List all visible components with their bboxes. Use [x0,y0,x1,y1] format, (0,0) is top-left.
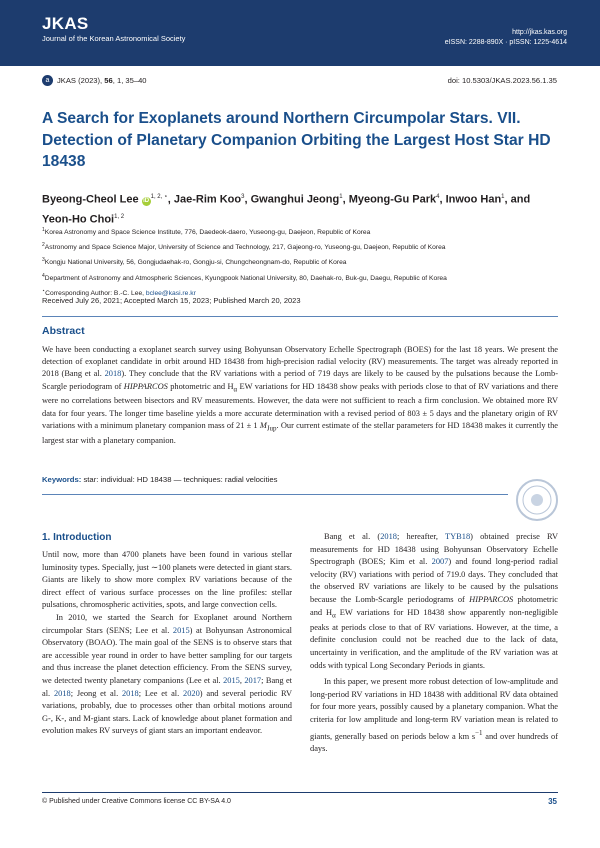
paragraph-text: In this paper, we present more robust detection of low-amplitude and long-period RV variations in HD 18438 with additional RV data obtained for four more years, possibly caused by a planetary companion. What the criteria for low amplitude and long-term RV variation mean is related to giants, generally based on periods below a km s [310,677,558,741]
paragraph: In 2010, we started the Search for Exoplanet around Northern circumpolar Stars (SENS; Lee et al. 2015) at Bohyunsan Astronomical Observatory (BOAO). The main goal of the SENS is to observe stars that are accessible year round in order to have better sampling for our targets and thus increase the planet detection efficiency. From the SENS survey, we detected twenty planetary companions (Lee et al. 2015, 2017; Bang et al. 2018; Jeong et al. 2018; Lee et al. 2020) and several periodic RV variations, probably, due to processes other than orbital motions around G-, K-, and M-giant stars. Lack of knowledge about planet formation and evolution makes RV surveys of giant stars an important endeavor. [42,612,293,736]
affiliations [42,224,572,300]
corresponding-email[interactable]: bclee@kasi.re.kr [145,290,196,298]
paragraph-text: Bang et al. ( [324,532,381,541]
author-affil: 4 [436,194,440,200]
citation-link[interactable]: 2018 [121,688,139,698]
citation-link[interactable]: 2007 [431,557,449,567]
author-affil: 1 [501,194,505,200]
paragraph-text: ; hereafter, [396,532,438,541]
author-affil: 1, 2 [114,213,125,220]
abstract-text: ). They conclude that the RV variations with a period of 719 days are likely to be caused by the pulsations because the Lomb-Scargle periodogram of [42,369,559,391]
paragraph-text: ) and found long-period radial velocity (RV) variations with period of 719.0 days. They concluded that the observed RV variations are likely to be caused by the pulsations because the Lomb-Scargle periodograms of [310,557,559,604]
paragraph-text: HIPPARCOS [469,594,514,604]
citation-link[interactable]: 2015 [172,625,190,635]
paragraph [310,531,558,672]
abstract-text: We have been conducting a exoplanet search survey using Bohyunsan Observatory Echelle Spectrograph (BOES) for the last 18 years. We present the detection of exoplanet candidate in orbit around HD 18438 from high-precision radial velocity (RV) measurements. The target was already reported in 2018 (Bang et al. [42,345,558,379]
paragraph-text: ; Jeong et al. [70,688,119,698]
column-right [310,531,558,756]
affiliation-num: 2 [42,242,45,249]
affiliation-num: 3 [42,257,45,264]
abstract-text: . Our current estimate of the stellar parameters for HD 18438 makes it currently the largest star with a planetary companion. [42,420,559,445]
orcid-icon[interactable]: iD [143,197,150,204]
abstract-text: M [259,420,267,430]
divider [42,494,508,495]
paragraph-text: In 2010, we started the Search for Exoplanet around Northern circumpolar Stars (SENS; Lee et al. [42,612,292,635]
affiliation-text: Department of Astronomy and Atmospheric Sciences, Kyungpook National University, 80, Daehak-ro, Buk-gu, Daegu, Republic of Korea [44,274,447,282]
author-affil: 1 [339,194,343,200]
paragraph-text: ) at Bohyunsan Astronomical Observatory (BOAO). The main goal of the SENS is to observe stars that are accessible year round in order to have better sampling for our targets and thus increase the planet detection efficiency. From the SENS survey, we detected twenty planetary companions (Lee et al. [42,625,292,685]
paragraph-text: ) obtained precise RV measurements for HD 18438 using Bohyunsan Observatory Echelle Spectrograph (BOES; Kim et al. [310,532,558,567]
abstract-heading: Abstract [42,325,85,337]
author-name: Myeong-Gu Park [348,193,437,206]
affiliation-item [42,239,572,254]
affiliation-text: Astronomy and Space Science Major, University of Science and Technology, 217, Gajeong-ro, Yuseong-gu, Daejeon, Republic of Korea [44,244,446,252]
affiliation-num: 4 [42,272,45,279]
paragraph-text: Bang et al. [42,675,293,698]
affiliation-item [42,270,572,285]
journal-url[interactable]: http://jkas.kas.org [512,29,567,36]
author-list: Byeong-Cheol Lee $iD^{1, 2, ⋆}$, Jae-Rim Koo$^3$, Gwanghui Jeong$^1$, Myeong-Gu Park$^4$, Inwoo Han$^1$, and Yeon-Ho Choi$^{1, 2}$ [42,193,531,226]
paragraph-text: ; Lee et al. [138,688,180,698]
citation-link[interactable]: 2020 [183,688,200,698]
citation-volume: 56 [104,76,113,85]
citation-link[interactable]: 2018 [104,369,122,379]
footer-divider [42,792,558,793]
citation-link[interactable]: 2015 [223,675,240,685]
citation-link[interactable]: 2018 [53,688,71,698]
affiliation-item [42,254,572,269]
doi[interactable]: doi: 10.5303/JKAS.2023.56.1.35 [447,76,557,85]
author-name: Inwoo Han [445,193,502,206]
corresponding-label: Corresponding Author: B.-C. Lee, [45,290,145,298]
affiliation-text: Kongju National University, 56, Gongjudaehak-ro, Gongju-si, Chungcheongnam-do, Republic of Korea [44,259,347,267]
citation-pages: , 1, 35–40 [112,76,147,85]
affiliation-num: 1 [42,227,45,233]
license-note: © Published under Creative Commons license CC BY-SA 4.0 [42,798,231,805]
corresponding-star: ⋆ [42,287,46,294]
column-left [42,549,292,738]
author-name: Yeon-Ho Choi [42,213,115,226]
abstract-text: HIPPARCOS [123,381,168,391]
journal-full-name: Journal of the Korean Astronomical Society [42,34,186,43]
paragraph-text: and over hundreds of days. [310,731,559,753]
abstract-body [42,344,558,447]
keywords-label: Keywords: [42,475,82,484]
author-name: Byeong-Cheol Lee [42,193,139,206]
paragraph-text: −1 [475,728,483,737]
paragraph: Until now, more than 4700 planets have been found in various stellar luminosity types. Specially, just ∼100 planets were detected in giant stars. Giants are likely to show more complex RV variations because of the direct effect of various surface processes on the line profiles: stellar pulsations, chromospheric activities, spots, and large convection cells. [42,550,292,610]
keywords [42,475,277,484]
paragraph-text: photometric and H [310,594,558,617]
divider [42,316,558,317]
paragraph [310,676,558,755]
abstract-text: Jup [266,424,277,433]
abstract-text: EW variations for HD 18438 show peaks with periods close to that of RV variations and there were no correlations between bisectors and RV measurements. However, the data were not sufficient to reach a firm conclusion. We obtained more RV data for four years. The longer time baseline yields a more accurate determination with a revised period of 803 ± 5 days and the planetary origin of RV variations with a minimum planetary companion mass of 21 ± 1 [42,381,559,430]
keywords-text: star: individual: HD 18438 — techniques: radial velocities [83,475,278,484]
paragraph-text: ) and several periodic RV variations, probably, due to processes other than orbital motions around G-, K-, and M-giant stars. Lack of knowledge about planet formation and evolution makes RV surveys of giant stars an important endeavor. [42,688,293,736]
received-dates: Received July 26, 2021; Accepted March 15, 2023; Published March 20, 2023 [42,296,301,305]
citation-link[interactable]: TYB18 [445,532,471,541]
kas-seal-logo [515,478,559,522]
affiliation-item [42,224,572,239]
citation-link[interactable]: 2018 [380,532,397,541]
paragraph-text: EW variations for HD 18438 show apparently non-negligible peaks at periods close to that of RV variations. However, at the time, a definite conclusion could not be reached due to the lack of data, uncertainty in verification, and the amplitude of the RV variation was at odds with typical Long Secondary Periods in giants. [310,607,559,670]
abstract-text: photometric and H [170,381,234,391]
page-number: 35 [548,797,557,806]
citation-link[interactable]: 2017 [244,675,262,685]
author-name: Jae-Rim Koo [173,193,242,206]
affiliation-text: Korea Astronomy and Space Science Institute, 776, Daedeok-daero, Yuseong-gu, Daejeon, Republic of Korea [44,229,371,237]
citation-line [42,75,147,86]
paragraph-text: α [332,611,336,620]
abstract-text: α [233,385,238,394]
open-access-icon: a [42,75,53,86]
author-name: Gwanghui Jeong [250,193,340,206]
journal-issn: eISSN: 2288-890X · pISSN: 1225-4614 [444,39,567,46]
journal-banner [0,0,600,66]
citation-journal: JKAS (2023), [57,76,103,85]
paper-title: A Search for Exoplanets around Northern Circumpolar Stars. VII. Detection of Planetary Companion Orbiting the Largest Host Star HD 18438 [42,110,551,170]
journal-abbr: JKAS [42,14,89,33]
section-heading: 1. Introduction [42,532,112,543]
author-affil: 1, 2, ⋆ [150,194,168,200]
author-affil: 3 [241,194,245,200]
